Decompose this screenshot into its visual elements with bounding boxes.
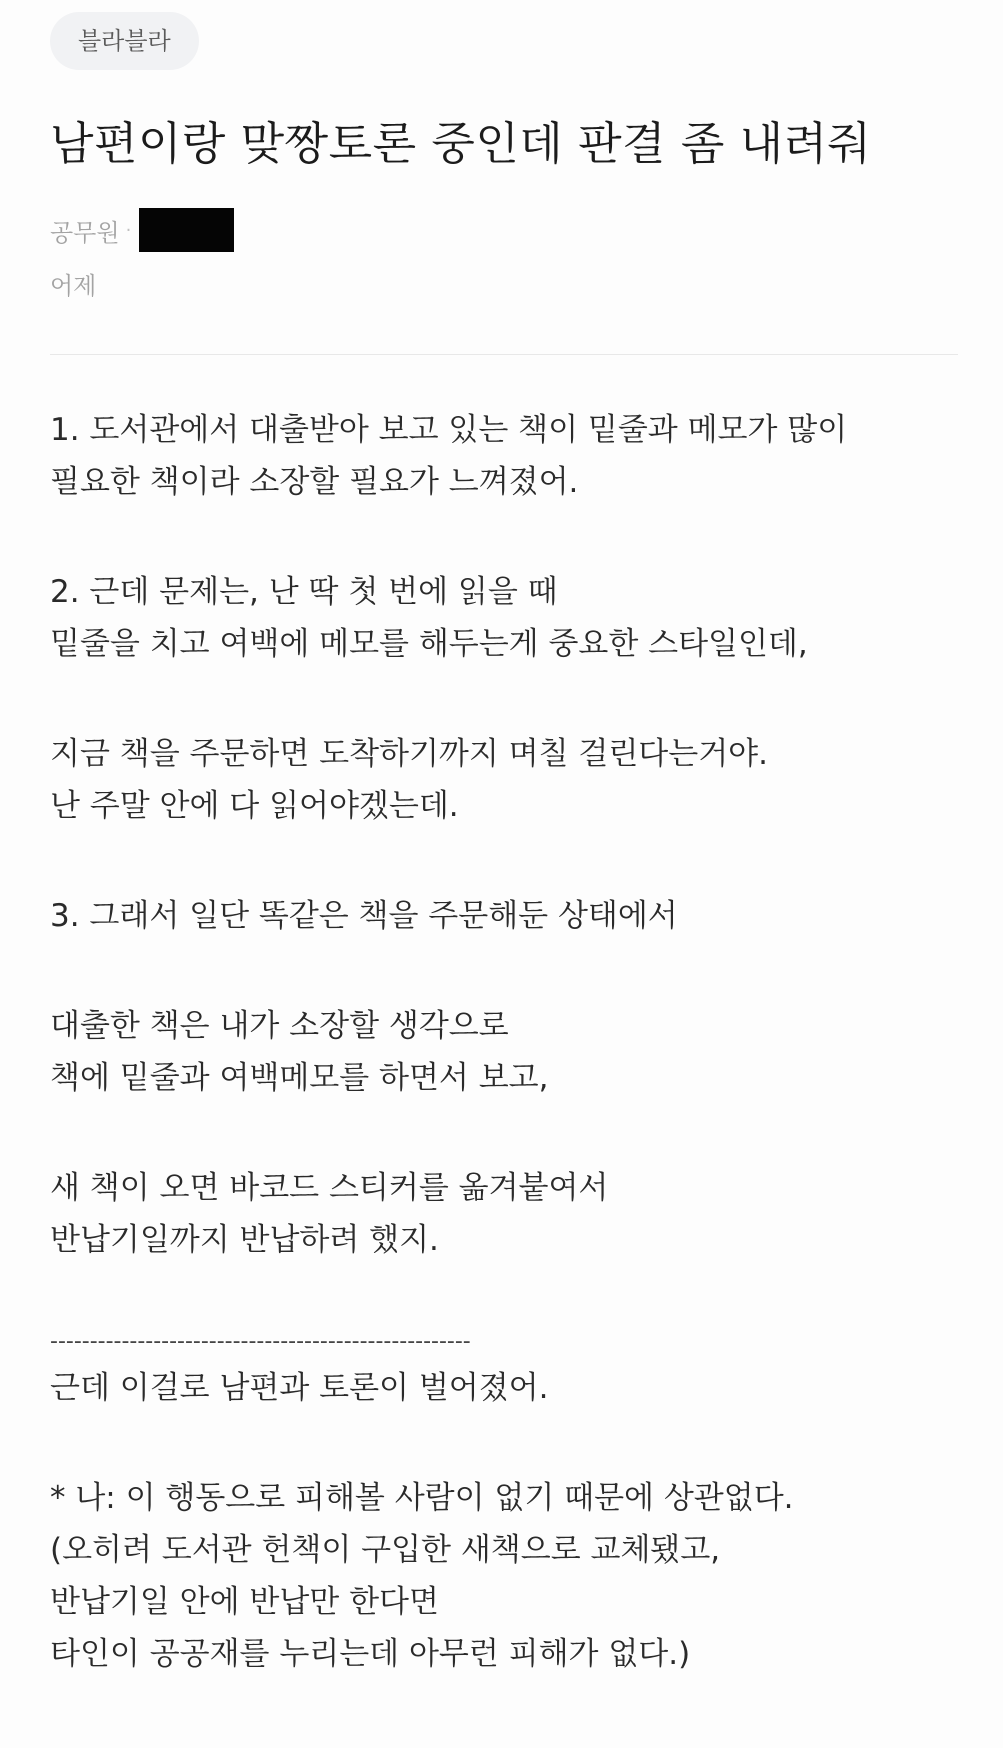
body-line: 3. 그래서 일단 똑같은 책을 주문해둔 상태에서	[50, 898, 678, 934]
board-chip[interactable]: 블라블라	[50, 12, 199, 70]
header-divider	[50, 354, 958, 355]
body-line: 2. 근데 문제는, 난 딱 첫 번에 읽을 때	[50, 574, 558, 610]
body-line: 반납기일까지 반납하려 했지.	[50, 1222, 439, 1258]
body-line: 난 주말 안에 다 읽어야겠는데.	[50, 788, 459, 824]
body-line: 지금 책을 주문하면 도착하기까지 며칠 걸린다는거야.	[50, 736, 768, 772]
opinion-line: 반납기일 안에 반납만 한다면	[50, 1584, 439, 1620]
body-line: 새 책이 오면 바코드 스티커를 옮겨붙여서	[50, 1170, 609, 1206]
author-separator: ·	[125, 219, 132, 241]
opinion-line: (오히려 도서관 헌책이 구입한 새책으로 교체됐고,	[50, 1532, 721, 1568]
body-line: 밑줄을 치고 여백에 메모를 해두는게 중요한 스타일인데,	[50, 626, 808, 662]
body-line: 근데 이걸로 남편과 토론이 벌어졌어.	[50, 1370, 549, 1406]
section-separator: -----------------------------------------------------	[50, 1329, 471, 1354]
author-job[interactable]: 공무원	[50, 218, 120, 247]
body-line: 필요한 책이라 소장할 필요가 느껴졌어.	[50, 464, 579, 500]
redacted-company-block	[139, 208, 234, 252]
opinion-line: * 나: 이 행동으로 피해볼 사람이 없기 때문에 상관없다.	[50, 1480, 794, 1516]
body-line: 1. 도서관에서 대출받아 보고 있는 책이 밑줄과 메모가 많이	[50, 412, 848, 448]
post-body	[50, 404, 980, 1680]
post-date: 어제	[50, 272, 97, 300]
body-line: 책에 밑줄과 여백메모를 하면서 보고,	[50, 1060, 549, 1096]
body-line: 대출한 책은 내가 소장할 생각으로	[50, 1008, 509, 1044]
author-row	[50, 208, 234, 252]
post-title: 남편이랑 맞짱토론 중인데 판결 좀 내려줘	[50, 117, 872, 170]
opinion-line: 타인이 공공재를 누리는데 아무런 피해가 없다.)	[50, 1636, 691, 1672]
